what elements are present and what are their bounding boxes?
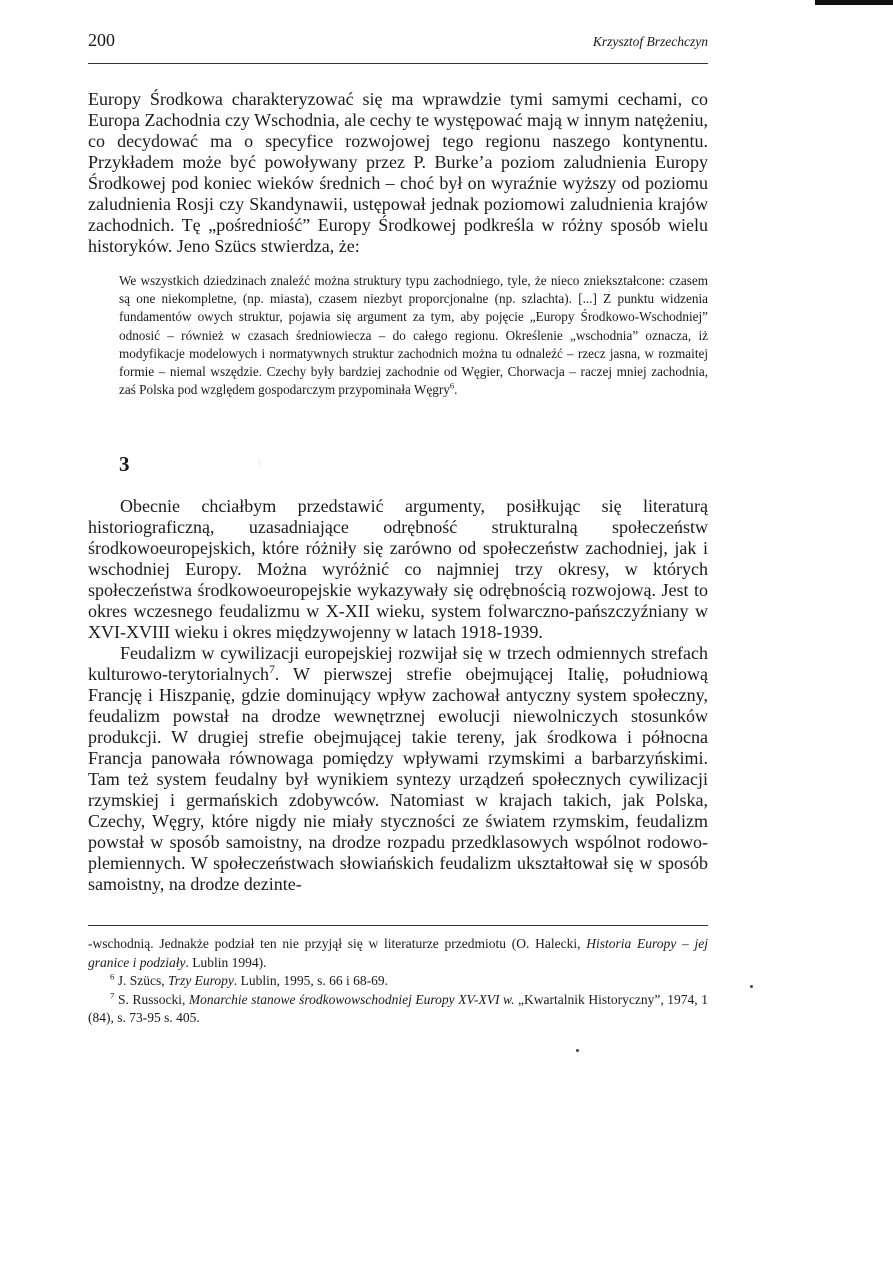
paragraph-text-b: . W pierwszej strefie obejmującej Italię, południową Francję i Hiszpanię, gdzie dominujący wpływ zachował antyczny system społeczny, feudalizm powstał na drodze wewnętrznej ewolucji niewolniczych stosunków produkcji. W drugiej strefie obejmującej takie tereny, jak środkowa i północna Francja panowała równowaga pomiędzy wpływami rzymskimi a barbarzyńskimi. Tam też system feudalny był wynikiem syntezy urządzeń społecznych cywilizacji rzymskiej i germańskich zdobywców. Natomiast w krajach takich, jak Polska, Czechy, Węgry, które nigdy nie miały styczności ze światem rzymskim, feudalizm powstał w sposób samoistny, na drodze rozpadu przedklasowych wspólnot rodowo-plemiennych. W społeczeństwach słowiańskich feudalizm ukształtował się w sposób samoistny, na drodze dezinte- xyxy=(88,664,708,894)
footnotes xyxy=(88,935,708,1028)
footnote-text: . Lublin 1994). xyxy=(185,954,267,970)
footnote-6 xyxy=(88,972,708,991)
footnote-text: J. Szücs, xyxy=(114,973,169,988)
block-quote xyxy=(119,272,708,399)
scan-speck xyxy=(576,1049,579,1052)
footnote-divider xyxy=(88,925,708,926)
cited-title: Trzy Europy xyxy=(168,973,234,988)
paragraph-text: Europy Środkowa charakteryzować się ma wprawdzie tymi samymi cechami, co Europa Zachodnia czy Wschodnia, ale cechy te występować mają w innym natężeniu, co decydować ma o specyfice rozwojowej tego regionu naszego kontynentu. Przykładem może być powoływany przez P. Burke’a poziom zaludnienia Europy Środkowej pod koniec wieków średnich – choć był on wyraźnie wyższy od poziomu zaludnienia Rosji czy Skandynawii, ustępował jednak poziomowi zaludnienia krajów zachodnich. Tę „pośredniość” Europy Środkowej podkreśla w różny sposób wielu historyków. Jeno Szücs stwierdza, że: xyxy=(88,89,708,256)
footnote-text: -wschodnią. Jednakże podział ten nie przyjął się w literaturze przedmiotu (O. Halecki, xyxy=(88,936,587,951)
scan-artifact-mark: \ xyxy=(258,456,262,470)
footnote-number: 7 xyxy=(110,990,115,1000)
body-paragraph-3 xyxy=(88,643,708,895)
footnote-7 xyxy=(88,991,708,1028)
cited-title: Monarchie stanowe środkowowschodniej Europy XV-XVI w. xyxy=(188,991,515,1007)
paragraph-text-a: Feudalizm w cywilizacji europejskiej rozwijał się w trzech odmiennych strefach kulturowo-terytorialnych xyxy=(88,643,708,684)
footnote-number: 6 xyxy=(110,971,115,982)
body-paragraph-1 xyxy=(88,89,708,257)
quote-text: We wszystkich dziedzinach znaleźć można struktury typu zachodniego, tyle, że nieco zniekształcone: czasem są one niekompletne, (np. miasta), czasem niezbyt proporcjonalne (np. szlachta). [...] Z punktu widzenia fundamentów owych struktur, pojawia się argument za tym, aby pojęcie „Europy Środkowo-Wschodniej” odnosić – również w czasach średniowiecza – do całego regionu. Określenie „wschodnia” oznacza, iż modyfikacje modelowych i normatywnych struktur zachodnich można tu odnaleźć – rzecz jasna, w rozmaitej formie – niemal wszędzie. Czechy były bardziej zachodnie od Węgier, Chorwacja – raczej mniej zachodnia, zaś Polska pod względem gospodarczym przypominała Węgry xyxy=(119,273,708,398)
footnote-ref-6[interactable]: 6 xyxy=(449,380,455,391)
section-body xyxy=(88,496,708,895)
scan-speck xyxy=(750,985,753,988)
section-heading-number: 3 xyxy=(119,452,130,476)
footnote-ref-7[interactable]: 7 xyxy=(268,663,275,676)
header-divider xyxy=(88,63,708,64)
cited-title: Historia Europy – jej granice i podziały xyxy=(88,936,708,970)
footnote-text: S. Russocki, xyxy=(114,991,189,1007)
quote-end: . xyxy=(454,382,458,398)
footnote-continuation xyxy=(88,935,708,972)
page-number: 200 xyxy=(88,30,115,50)
footnote-text: . Lublin, 1995, s. 66 i 68-69. xyxy=(233,973,389,988)
footnote-text: „Kwartalnik Historyczny”, 1974, 1 (84), s. 73-95 s. 405. xyxy=(88,991,709,1025)
page-header xyxy=(88,30,708,56)
body-paragraph-2: Obecnie chciałbym przedstawić argumenty, posiłkując się literaturą historiograficzną, uzasadniające odrębność strukturalną społeczeństw środkowoeuropejskich, które różniły się zarówno od społeczeństw zachodniej, jak i wschodniej Europy. Można wyróżnić co najmniej trzy okresy, w których społeczeństwa środkowoeuropejskie wykazywały się odrębnością rozwojową. Jest to okres wczesnego feudalizmu w X-XII wieku, system folwarczno-pańszczyźniany w XVI-XVIII wieku i okres międzywojenny w latach 1918-1939. xyxy=(88,496,708,642)
running-head-author: Krzysztof Brzechczyn xyxy=(592,34,708,49)
page-edge-mark xyxy=(815,0,893,5)
